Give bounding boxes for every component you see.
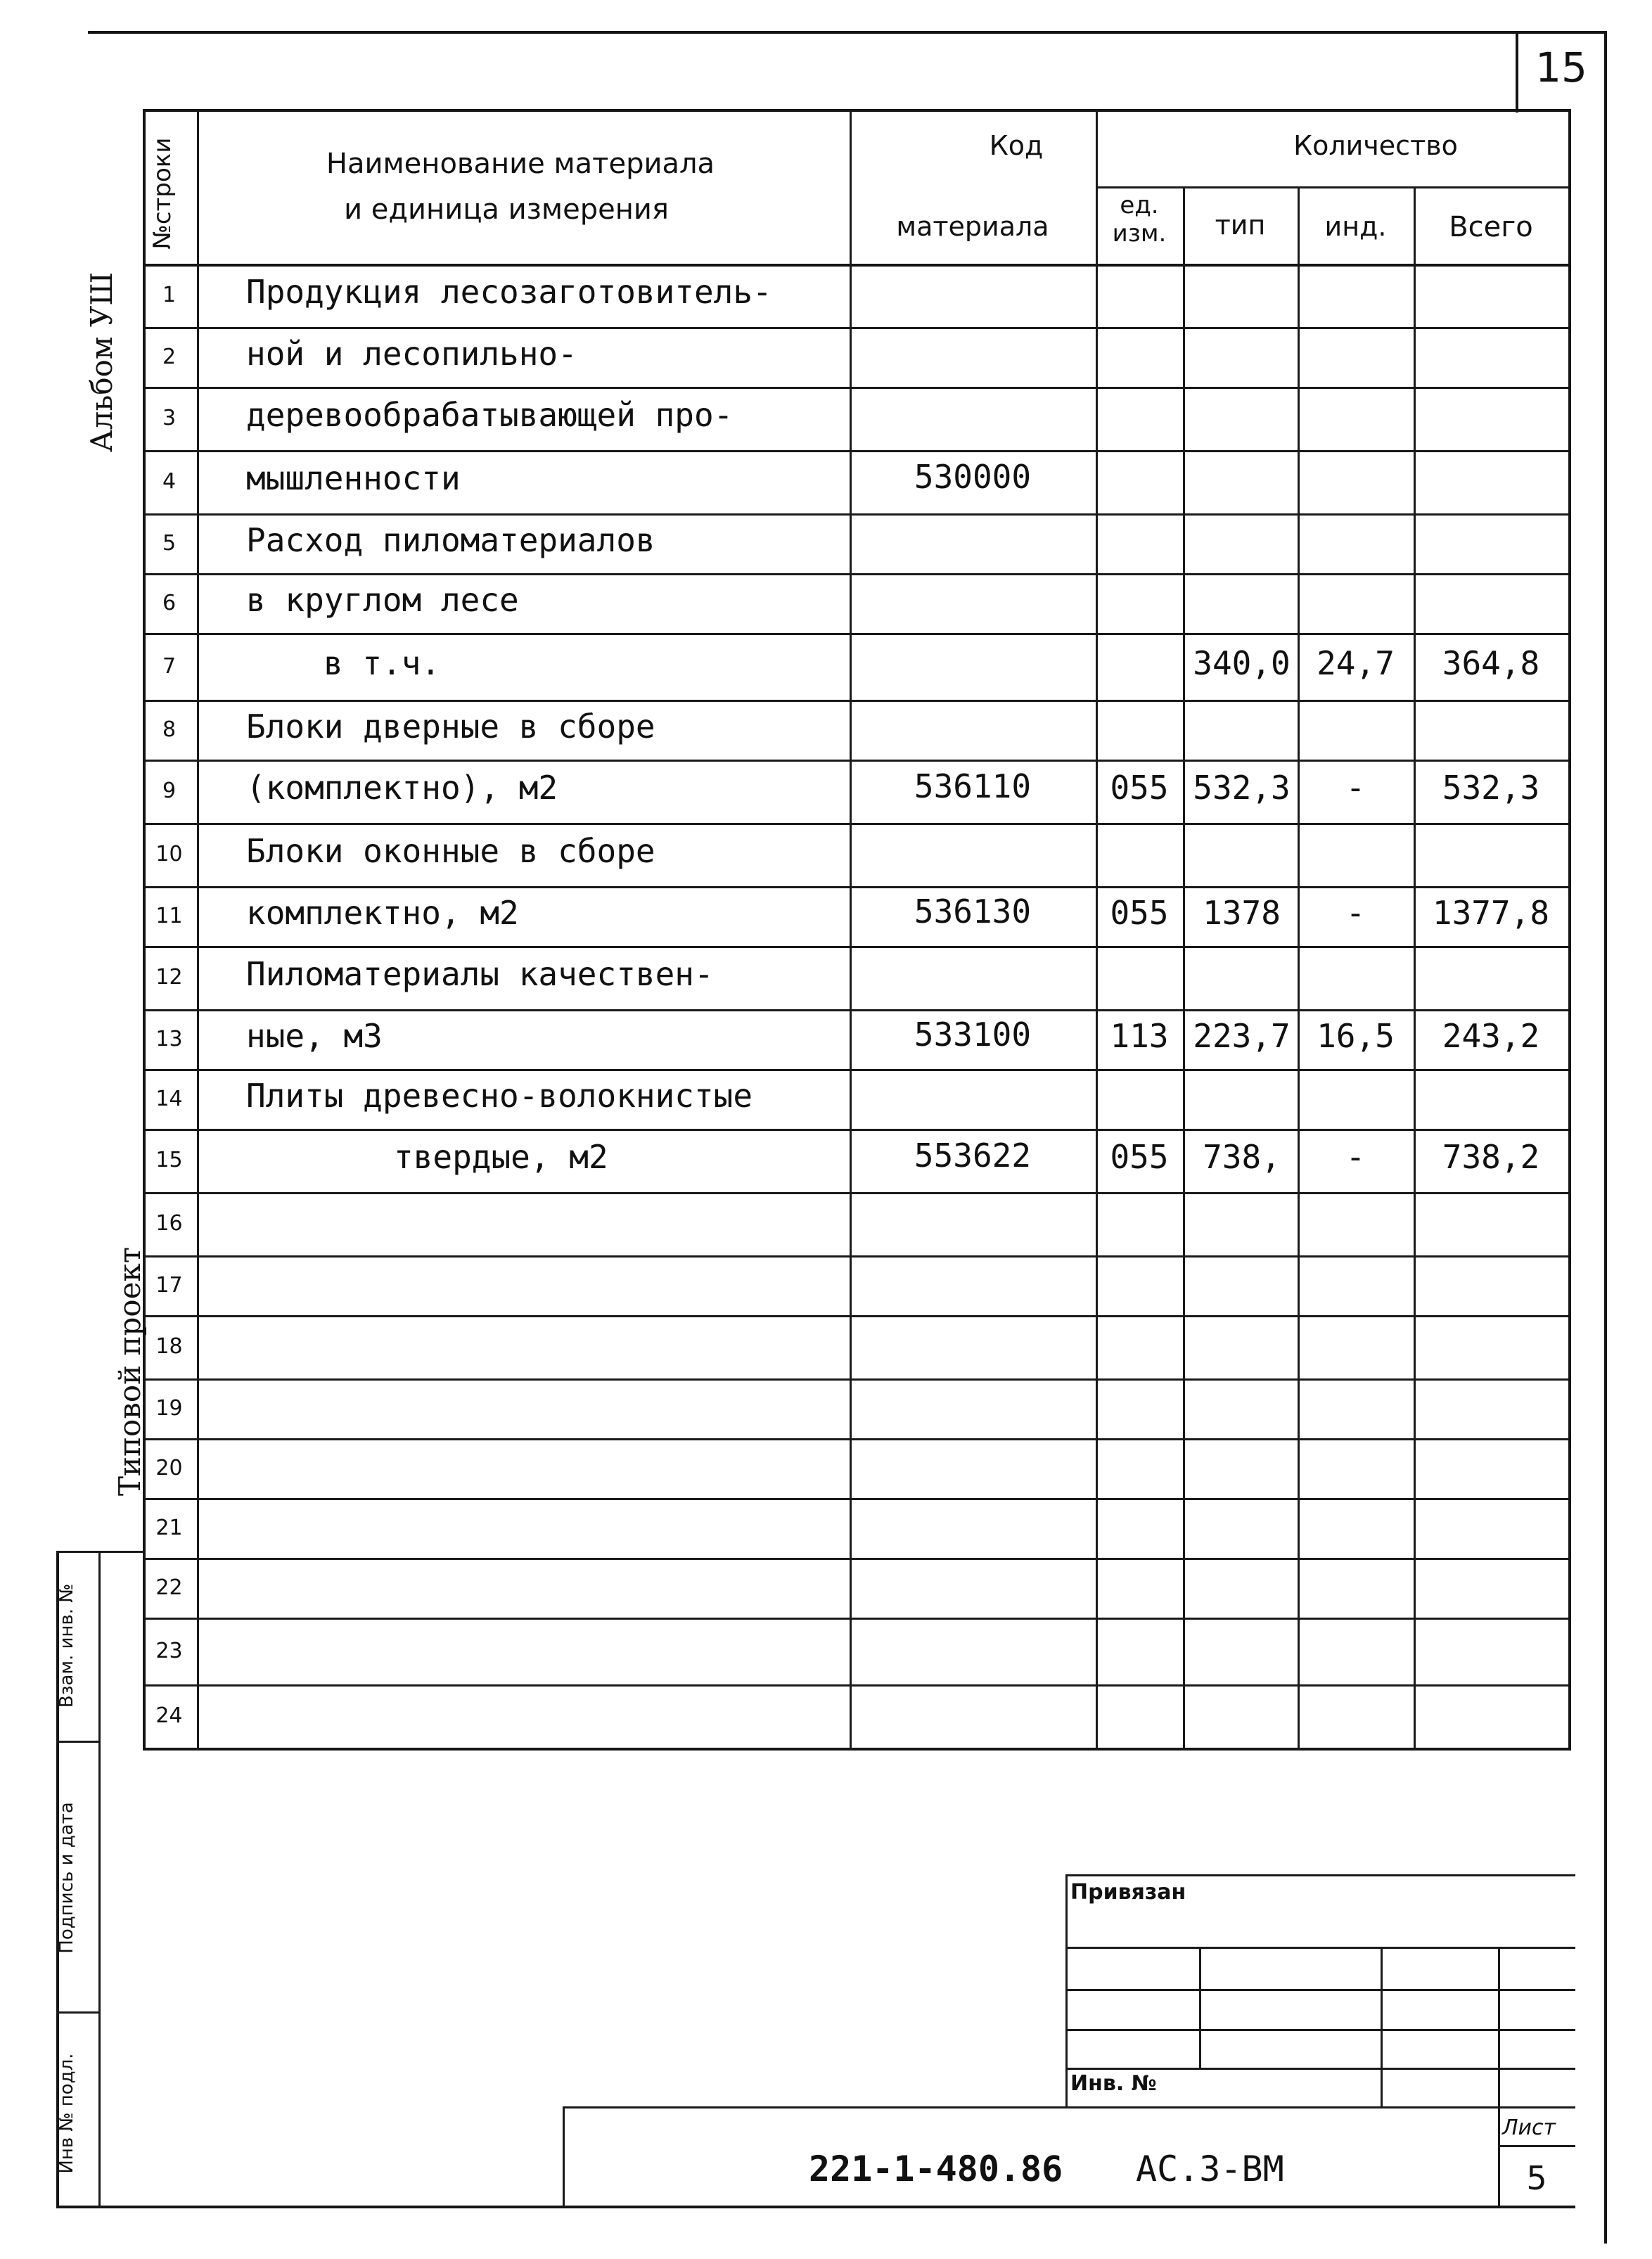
material-name: Блоки дверные в сборе	[246, 707, 655, 745]
right-frame-line	[1604, 113, 1607, 2244]
table-row-line	[143, 573, 1568, 575]
row-number: 15	[155, 1148, 183, 1172]
unit-code: 113	[1110, 1016, 1169, 1055]
inv-podl-label: Инв № подл.	[56, 2053, 77, 2174]
sheet-number: 5	[1526, 2159, 1547, 2197]
stamp-col2	[1381, 1947, 1383, 2107]
row-number-header: №строки	[148, 137, 177, 250]
row-number: 11	[155, 903, 183, 928]
material-name: комплектно, м2	[246, 893, 519, 932]
doc-mark: АС.3-ВМ	[1136, 2149, 1284, 2189]
table-row-line	[143, 1684, 1568, 1687]
table-row-line	[143, 1069, 1568, 1071]
material-name: Пиломатериалы качествен-	[246, 955, 714, 993]
table-row-line	[143, 513, 1568, 516]
unit-header-line1: ед.	[1120, 191, 1159, 219]
table-row-line	[143, 387, 1568, 389]
code-header: Код	[989, 130, 1044, 161]
project-label: Типовой проект	[113, 1246, 147, 1497]
ind-value: -	[1345, 1138, 1366, 1176]
album-label: Альбом УШ	[84, 271, 119, 452]
stamp-col3	[1498, 1947, 1500, 2107]
material-name: в т.ч.	[324, 644, 441, 682]
total-value: 243,2	[1442, 1016, 1540, 1055]
table-row-line	[143, 633, 1568, 635]
material-name: в круглом лесе	[246, 580, 519, 619]
typ-header: тип	[1215, 210, 1266, 241]
total-value: 738,2	[1442, 1138, 1540, 1176]
table-row-line	[143, 1618, 1568, 1620]
row-number: 20	[155, 1455, 183, 1480]
titleblock-left	[563, 2106, 565, 2207]
material-code: 530000	[914, 458, 1032, 496]
unit-code: 055	[1110, 769, 1169, 807]
ind-value: -	[1345, 893, 1366, 932]
row-number: 4	[162, 469, 177, 494]
row-number: 14	[155, 1086, 183, 1111]
podpis-label: Подпись и дата	[56, 1802, 77, 1954]
material-code: 536130	[914, 892, 1032, 930]
stamp-col1	[1199, 1947, 1201, 2068]
table-header-mid-line	[1096, 186, 1568, 188]
table-row-line	[143, 1558, 1568, 1560]
typ-value: 223,7	[1193, 1016, 1291, 1055]
table-row-line	[143, 886, 1568, 888]
ind-value: -	[1345, 769, 1366, 807]
row-number: 5	[162, 530, 177, 556]
typ-value: 1378	[1203, 893, 1281, 932]
table-col-line	[1183, 186, 1185, 1751]
table-top-line	[143, 109, 1568, 112]
row-number: 13	[155, 1026, 183, 1051]
row-number: 18	[155, 1334, 183, 1359]
table-row-line	[143, 1129, 1568, 1131]
left-strip-div2	[56, 2011, 98, 2014]
page-number: 15	[1535, 44, 1587, 91]
row-number: 6	[162, 590, 177, 615]
row-number: 23	[155, 1638, 183, 1663]
material-name: Блоки оконные в сборе	[246, 832, 655, 870]
top-rule	[88, 31, 1607, 34]
table-row-line	[143, 946, 1568, 948]
unit-code: 055	[1110, 893, 1169, 932]
table-col-line	[197, 109, 199, 1751]
row-number: 3	[162, 406, 177, 430]
row-number: 10	[155, 842, 183, 866]
total-value: 532,3	[1442, 769, 1540, 807]
row-number: 22	[155, 1575, 183, 1600]
left-strip-div1	[56, 1741, 98, 1743]
unit-code: 055	[1110, 1138, 1169, 1176]
table-col-line	[1568, 109, 1571, 1751]
material-name: ной и лесопильно-	[246, 334, 577, 373]
table-row-line	[143, 327, 1568, 329]
bottom-rule	[56, 2206, 1575, 2208]
row-number: 1	[162, 283, 177, 307]
table-col-line	[1414, 186, 1416, 1751]
row-number: 16	[155, 1211, 183, 1236]
ind-value: 16,5	[1317, 1016, 1395, 1055]
table-col-line	[1298, 186, 1300, 1751]
material-code: 533100	[914, 1015, 1032, 1054]
titleblock-top	[563, 2106, 1575, 2108]
row-number: 24	[155, 1703, 183, 1728]
quantity-header: Количество	[1293, 130, 1458, 161]
material-name: Плиты древесно-волокнистые	[246, 1076, 753, 1115]
row-number: 2	[162, 344, 177, 369]
total-value: 364,8	[1442, 644, 1540, 682]
doc-code: 221-1-480.86	[809, 2149, 1063, 2189]
material-name: (комплектно), м2	[246, 769, 558, 807]
page-number-box-right	[1604, 31, 1607, 113]
row-number: 17	[155, 1272, 183, 1298]
material-name: ные, м3	[246, 1016, 383, 1055]
row-number: 19	[155, 1395, 183, 1421]
row-number: 8	[162, 717, 177, 742]
list-label: Лист	[1502, 2116, 1556, 2140]
inv-no-label: Инв. №	[1070, 2071, 1157, 2096]
table-row-line	[143, 1315, 1568, 1317]
typ-value: 738,	[1203, 1138, 1281, 1176]
material-code: 553622	[914, 1137, 1032, 1175]
material-name: мышленности	[246, 459, 461, 497]
ind-value: 24,7	[1317, 644, 1395, 682]
name-header-line1: Наименование материала	[326, 148, 715, 180]
total-header: Всего	[1449, 211, 1533, 243]
material-name: твердые, м2	[394, 1138, 608, 1176]
table-row-line	[143, 450, 1568, 452]
row-number: 7	[162, 653, 177, 679]
material-code-header: материала	[896, 211, 1049, 242]
row-number: 21	[155, 1515, 183, 1540]
material-name: деревообрабатывающей про-	[246, 396, 734, 434]
table-row-line	[143, 760, 1568, 762]
table-row-line	[143, 700, 1568, 702]
table-row-line	[143, 823, 1568, 825]
table-row-line	[143, 1498, 1568, 1500]
table-row-line	[143, 1438, 1568, 1440]
privyazan-label: Привязан	[1070, 1880, 1186, 1905]
row-number: 9	[162, 779, 177, 803]
left-strip-inner	[98, 1551, 101, 2208]
typ-value: 340,0	[1193, 644, 1291, 682]
vzam-inv-label: Взам. инв. №	[56, 1583, 77, 1708]
titleblock-list-line	[1498, 2145, 1575, 2147]
table-row-line	[143, 1255, 1568, 1258]
ind-header: инд.	[1324, 211, 1387, 242]
table-row-line	[143, 1009, 1568, 1011]
material-name: Расход пиломатериалов	[246, 520, 655, 559]
material-name: Продукция лесозаготовитель-	[246, 273, 772, 311]
row-number: 12	[155, 965, 183, 990]
page-number-box-left	[1516, 31, 1518, 113]
name-header-line2: и единица измерения	[344, 193, 669, 226]
unit-header-line2: изм.	[1112, 219, 1167, 248]
table-row-line	[143, 1748, 1568, 1751]
titleblock-list-left	[1498, 2106, 1500, 2207]
material-code: 536110	[914, 767, 1032, 805]
table-row-line	[143, 1192, 1568, 1194]
typ-value: 532,3	[1193, 769, 1291, 807]
stamp-top	[1065, 1874, 1575, 1876]
total-value: 1377,8	[1432, 893, 1550, 932]
table-row-line	[143, 264, 1568, 267]
table-row-line	[143, 1378, 1568, 1381]
